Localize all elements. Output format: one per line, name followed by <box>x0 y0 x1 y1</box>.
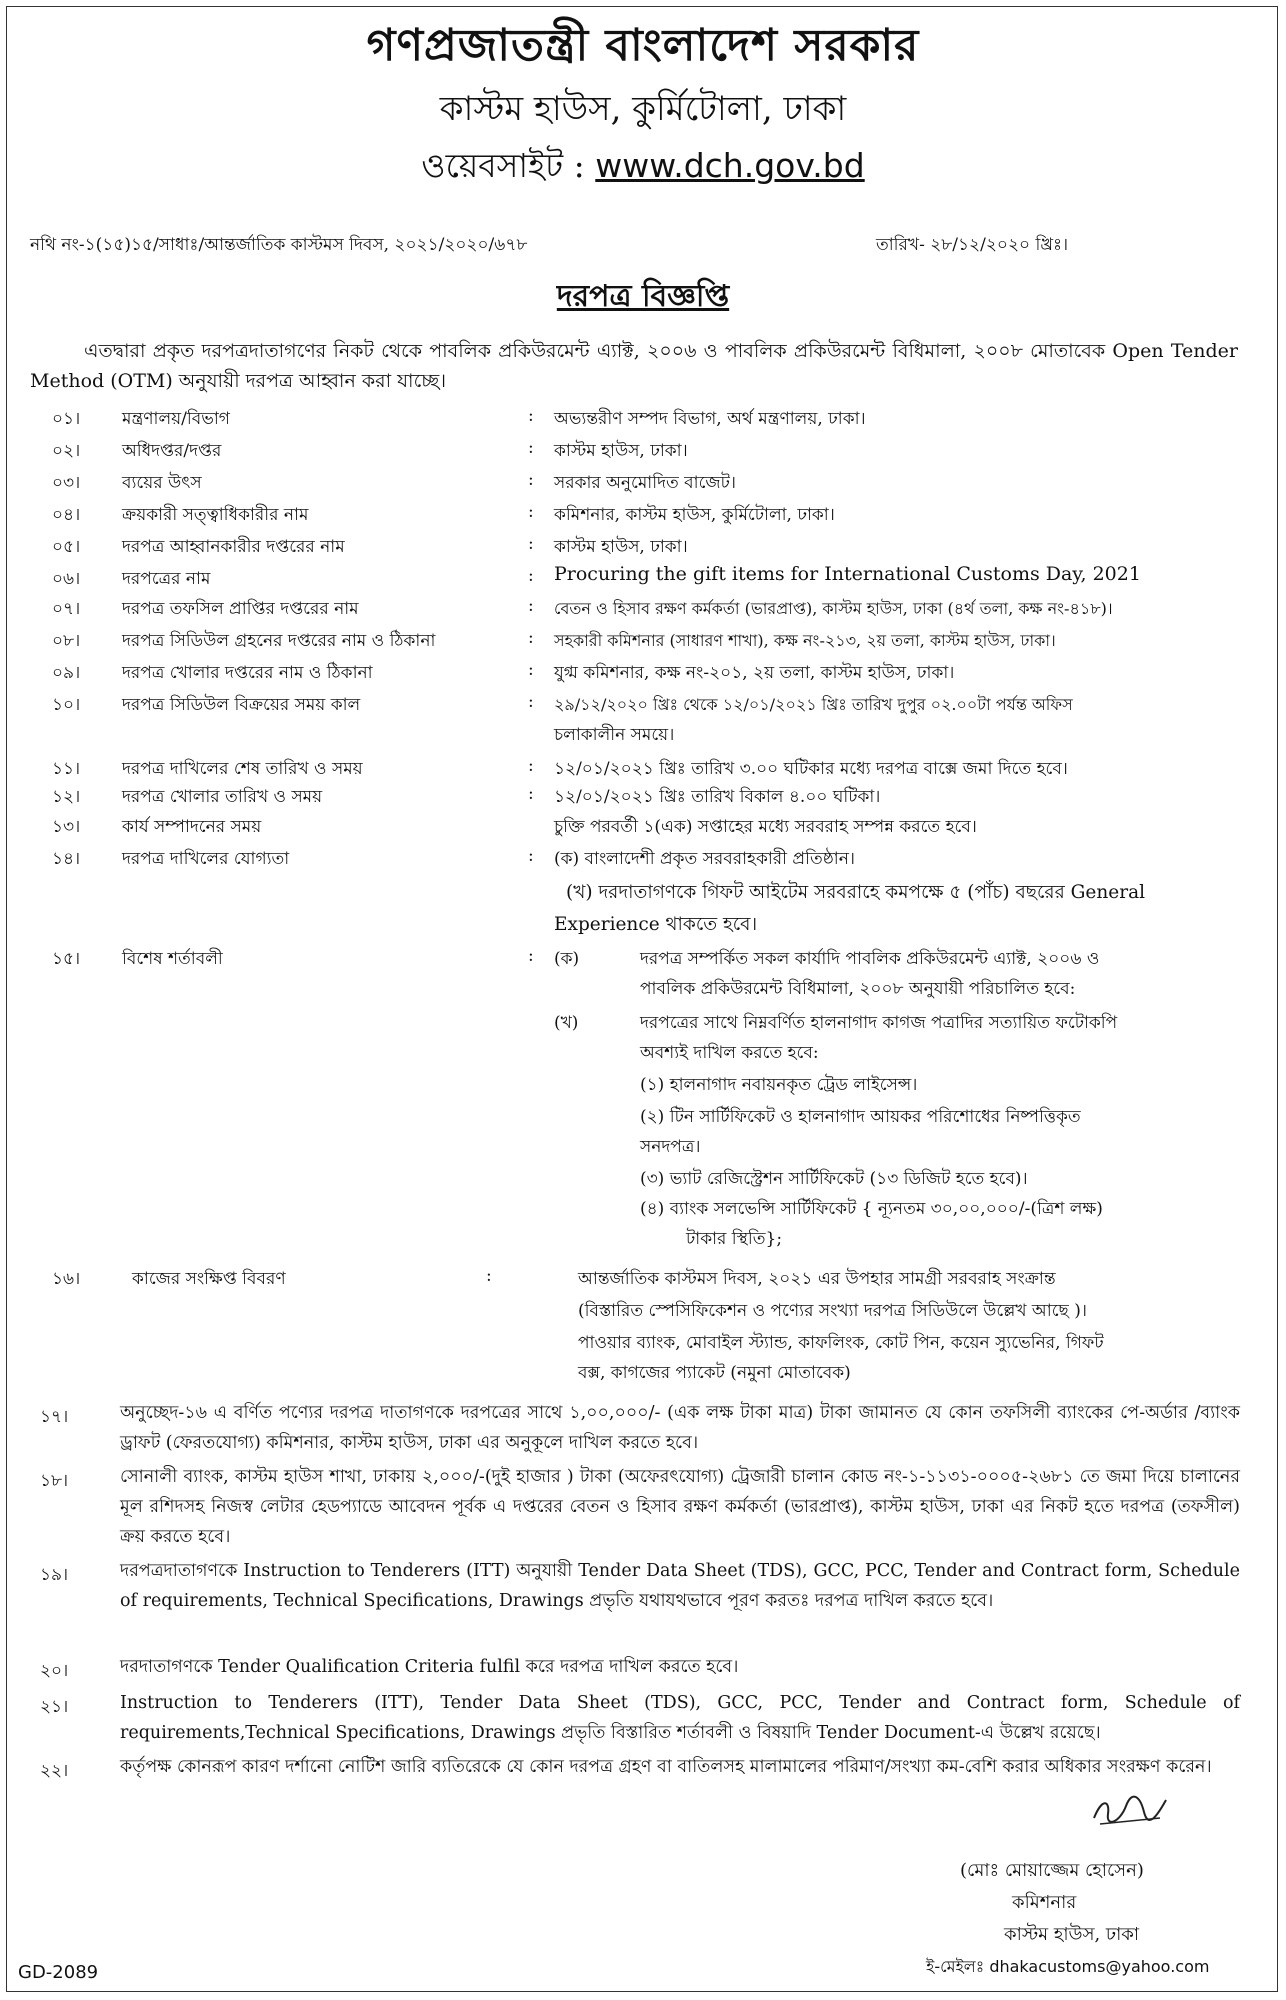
document-item-continued: টাকার স্থিতি}; <box>686 1229 783 1249</box>
condition-text: Instruction to Tenderers (ITT), Tender Data Sheet (TDS), GCC, PCC, Tender and Contract form, Schedule of requirements,Technical Specifications, Drawings প্রভৃতি বিস্তারিত শর্তাবলী ও বিষয়াদি Tender Document-এ উল্লেখ রয়েছে। <box>120 1693 1240 1743</box>
row-value-continued: Experience থাকতে হবে। <box>554 914 758 935</box>
row-value: সহকারী কমিশনার (সাধারণ শাখা), কক্ষ নং-২১৩, ২য় তলা, কাস্টম হাউস, ঢাকা। <box>554 631 1056 650</box>
footer-code: GD-2089 <box>18 1962 99 1983</box>
row-value: সরকার অনুমোদিত বাজেট। <box>554 473 736 493</box>
item-number: ১৯। <box>40 1565 69 1585</box>
row-colon: : <box>528 784 534 804</box>
row-colon: : <box>528 946 534 966</box>
row-value-continued: চলাকালীন সময়ে। <box>554 725 675 745</box>
notice-date: তারিখ- ২৮/১২/২০২০ খ্রিঃ। <box>876 235 1069 255</box>
item-number: ২১। <box>40 1697 69 1717</box>
row-value: ২৯/১২/২০২০ খ্রিঃ থেকে ১২/০১/২০২১ খ্রিঃ তারিখ দুপুর ০২.০০টা পর্যন্ত অফিস <box>554 695 1073 714</box>
term-kha-text-continued: অবশ্যই দাখিল করতে হবে: <box>640 1043 819 1063</box>
row-label: দরপত্র আহ্বানকারীর দপ্তরের নাম <box>122 537 345 557</box>
row-colon: : <box>528 438 534 458</box>
row-value-continued: (খ) দরদাতাগণকে গিফট আইটেম সরবরাহে কমপক্ষে ৫ (পাঁচ) বছরের General <box>566 882 1146 903</box>
document-item: (৪) ব্যাংক সলভেন্সি সার্টিফিকেট { ন্যূনতম ৩০,০০,০০০/-(ত্রিশ লক্ষ) <box>640 1199 1103 1219</box>
condition-text: দরপত্রদাতাগণকে Instruction to Tenderers (ITT) অনুযায়ী Tender Data Sheet (TDS), GCC, PCC, Tender and Contract form, Schedule of requirements, Technical Specifications, Drawings প্রভৃতি যথাযথভাবে পূরণ করতঃ দরপত্র দাখিল করতে হবে। <box>120 1561 1240 1611</box>
row-number: ০৭। <box>52 599 81 619</box>
row-number: ০৯। <box>52 663 81 683</box>
row-label: কার্য সম্পাদনের সময় <box>122 817 262 837</box>
row-value: কাস্টম হাউস, ঢাকা। <box>554 441 688 461</box>
term-kha-text: দরপত্রের সাথে নিম্নবর্ণিত হালনাগাদ কাগজ পত্রাদির সত্যায়িত ফটোকপি <box>640 1013 1118 1033</box>
notice-title: দরপত্র বিজ্ঞপ্তি <box>556 279 730 314</box>
row-value: চুক্তি পরবর্তী ১(এক) সপ্তাহের মধ্যে সরবরাহ সম্পন্ন করতে হবে। <box>554 817 977 837</box>
row-value: (ক) বাংলাদেশী প্রকৃত সরবরাহকারী প্রতিষ্ঠান। <box>554 849 855 869</box>
contact-email[interactable]: ই-মেইলঃ dhakacustoms@yahoo.com <box>926 1957 1210 1976</box>
row-colon: : <box>528 628 534 648</box>
row-colon: : <box>528 846 534 866</box>
condition-text: অনুচ্ছেদ-১৬ এ বর্ণিত পণ্যের দরপত্র দাতাগণকে দরপত্রের সাথে ১,০০,০০০/- (এক লক্ষ টাকা মাত্র) টাকা জামানত যে কোন তফসিলী ব্যাংকের পে-অর্ডার /ব্যাংক ড্রাফট (ফেরতযোগ্য) কমিশনার, কাস্টম হাউস, ঢাকা এর অনুকূলে দাখিল করতে হবে। <box>120 1403 1240 1453</box>
website-line <box>0 140 1286 196</box>
item-number: ২২। <box>40 1761 69 1781</box>
row-colon: : <box>528 566 534 586</box>
row-label: ব্যয়ের উৎস <box>122 473 202 493</box>
row-value: ১২/০১/২০২১ খ্রিঃ তারিখ বিকাল ৪.০০ ঘটিকা। <box>554 787 881 807</box>
row-value: Procuring the gift items for International Customs Day, 2021 <box>554 563 1141 585</box>
condition-text: কর্তৃপক্ষ কোনরূপ কারণ দর্শানো নোটিশ জারি ব্যতিরেকে যে কোন দরপত্র গ্রহণ বা বাতিলসহ মালামালের পরিমাণ/সংখ্যা কম-বেশি করার অধিকার সংরক্ষণ করেন। <box>120 1757 1212 1777</box>
signatory-office: কাস্টম হাউস, ঢাকা <box>1004 1924 1140 1945</box>
row-number: ১০। <box>52 695 81 715</box>
row-value: কমিশনার, কাস্টম হাউস, কুর্মিটোলা, ঢাকা। <box>554 505 835 525</box>
row-label: দরপত্র সিডিউল বিক্রয়ের সময় কাল <box>122 695 361 715</box>
row-colon: : <box>528 596 534 616</box>
row-number: ০১। <box>52 409 81 429</box>
document-item: (২) টিন সার্টিফিকেট ও হালনাগাদ আয়কর পরিশোধের নিষ্পত্তিকৃত <box>640 1107 1081 1127</box>
row-number: ১৫। <box>52 949 81 969</box>
row-label: দরপত্র দাখিলের যোগ্যতা <box>122 849 290 869</box>
row-colon: : <box>528 660 534 680</box>
row-label: কাজের সংক্ষিপ্ত বিবরণ <box>132 1269 286 1289</box>
work-summary-line: বক্স, কাগজের প্যাকেট (নমুনা মোতাবেক) <box>578 1363 851 1383</box>
website-link[interactable]: www.dch.gov.bd <box>595 146 865 185</box>
document-item: (৩) ভ্যাট রেজিস্ট্রেশন সার্টিফিকেট (১৩ ডিজিট হতে হবে)। <box>640 1169 1028 1189</box>
row-label: বিশেষ শর্তাবলী <box>122 949 223 969</box>
row-value: বেতন ও হিসাব রক্ষণ কর্মকর্তা (ভারপ্রাপ্ত), কাস্টম হাউস, ঢাকা (৪র্থ তলা, কক্ষ নং-৪১৮)। <box>554 599 1113 618</box>
row-colon: : <box>528 692 534 712</box>
row-number: ১১। <box>52 759 81 779</box>
file-number: নথি নং-১(১৫)১৫/সাধাঃ/আন্তর্জাতিক কাস্টমস দিবস, ২০২১/২০২০/৬৭৮ <box>30 235 528 255</box>
handwritten-signature-icon <box>1090 1788 1170 1828</box>
row-number: ০৮। <box>52 631 81 651</box>
row-colon: : <box>528 502 534 522</box>
condition-text: দরদাতাগণকে Tender Qualification Criteria fulfil করে দরপত্র দাখিল করতে হবে। <box>120 1657 739 1677</box>
row-number: ১৪। <box>52 849 81 869</box>
row-colon: : <box>528 534 534 554</box>
item-number: ১৭। <box>40 1407 69 1427</box>
term-ka-marker: (ক) <box>554 949 580 969</box>
row-label: ক্রয়কারী সত্ত্বাধিকারীর নাম <box>122 505 309 525</box>
row-colon: : <box>486 1266 492 1286</box>
row-number: ০৫। <box>52 537 81 557</box>
row-value: অভ্যন্তরীণ সম্পদ বিভাগ, অর্থ মন্ত্রণালয়, ঢাকা। <box>554 409 866 429</box>
work-summary-line: পাওয়ার ব্যাংক, মোবাইল স্ট্যান্ড, কাফলিংক, কোট পিন, কয়েন স্যুভেনির, গিফট <box>578 1333 1104 1353</box>
item-number: ১৮। <box>40 1471 69 1491</box>
row-value: ১২/০১/২০২১ খ্রিঃ তারিখ ৩.০০ ঘটিকার মধ্যে দরপত্র বাক্সে জমা দিতে হবে। <box>554 759 1068 779</box>
website-label: ওয়েবসাইট : <box>421 146 585 185</box>
work-summary-line: আন্তর্জাতিক কাস্টমস দিবস, ২০২১ এর উপহার সামগ্রী সরবরাহ সংক্রান্ত <box>578 1269 1056 1289</box>
row-colon: : <box>528 756 534 776</box>
row-colon: : <box>528 406 534 426</box>
intro-paragraph: এতদ্বারা প্রকৃত দরপত্রদাতাগণের নিকট থেকে পাবলিক প্রকিউরমেন্ট এ্যাক্ট, ২০০৬ ও পাবলিক প্রকিউরমেন্ট বিধিমালা, ২০০৮ মোতাবেক Open Tender Method (OTM) অনুযায়ী দরপত্র আহ্বান করা যাচ্ছে। <box>30 340 1238 392</box>
row-label: অধিদপ্তর/দপ্তর <box>122 441 222 461</box>
government-heading: গণপ্রজাতন্ত্রী বাংলাদেশ সরকার <box>366 20 920 71</box>
work-summary-line: (বিস্তারিত স্পেসিফিকেশন ও পণ্যের সংখ্যা দরপত্র সিডিউলে উল্লেখ আছে )। <box>578 1301 1087 1321</box>
term-kha-marker: (খ) <box>554 1013 579 1033</box>
document-item-continued: সনদপত্র। <box>640 1137 701 1157</box>
signatory-name: (মোঃ মোয়াজ্জেম হোসেন) <box>960 1860 1144 1881</box>
row-value: যুগ্ম কমিশনার, কক্ষ নং-২০১, ২য় তলা, কাস্টম হাউস, ঢাকা। <box>554 663 955 683</box>
row-number: ১৬। <box>52 1269 81 1289</box>
row-number: ০২। <box>52 441 81 461</box>
row-label: দরপত্রের নাম <box>122 569 211 589</box>
term-ka-text-continued: পাবলিক প্রকিউরমেন্ট বিধিমালা, ২০০৮ অনুযায়ী পরিচালিত হবে: <box>640 979 1076 999</box>
row-number: ০৪। <box>52 505 81 525</box>
row-label: দরপত্র তফসিল প্রাপ্তির দপ্তরের নাম <box>122 599 359 619</box>
row-number: ১৩। <box>52 817 81 837</box>
term-ka-text: দরপত্র সম্পর্কিত সকল কার্যাদি পাবলিক প্রকিউরমেন্ট এ্যাক্ট, ২০০৬ ও <box>640 949 1100 969</box>
row-label: মন্ত্রণালয়/বিভাগ <box>122 409 230 429</box>
row-label: দরপত্র সিডিউল গ্রহনের দপ্তরের নাম ও ঠিকানা <box>122 631 436 651</box>
row-number: ১২। <box>52 787 81 807</box>
office-heading: কাস্টম হাউস, কুর্মিটোলা, ঢাকা <box>439 89 847 129</box>
item-number: ২০। <box>40 1661 69 1681</box>
signatory-designation: কমিশনার <box>1012 1892 1077 1913</box>
row-value: কাস্টম হাউস, ঢাকা। <box>554 537 688 557</box>
row-label: দরপত্র খোলার দপ্তরের নাম ও ঠিকানা <box>122 663 373 683</box>
document-item: (১) হালনাগাদ নবায়নকৃত ট্রেড লাইসেন্স। <box>640 1075 918 1095</box>
row-number: ০৩। <box>52 473 81 493</box>
condition-text: সোনালী ব্যাংক, কাস্টম হাউস শাখা, ঢাকায় ২,০০০/-(দুই হাজার ) টাকা (অফেরৎযোগ্য) ট্রেজারী চালান কোড নং-১-১১৩১-০০০৫-২৬৮১ তে জমা দিয়ে চালানের মূল রশিদসহ নিজস্ব লেটার হেডপ্যাডে আবেদন পূর্বক এ দপ্তরের বেতন ও হিসাব রক্ষণ কর্মকর্তা (ভারপ্রাপ্ত), কাস্টম হাউস, ঢাকা এর নিকট হতে দরপত্র (তফসীল) ক্রয় করতে হবে। <box>120 1467 1240 1547</box>
row-label: দরপত্র দাখিলের শেষ তারিখ ও সময় <box>122 759 363 779</box>
row-number: ০৬। <box>52 569 81 589</box>
row-colon: : <box>528 470 534 490</box>
row-label: দরপত্র খোলার তারিখ ও সময় <box>122 787 323 807</box>
